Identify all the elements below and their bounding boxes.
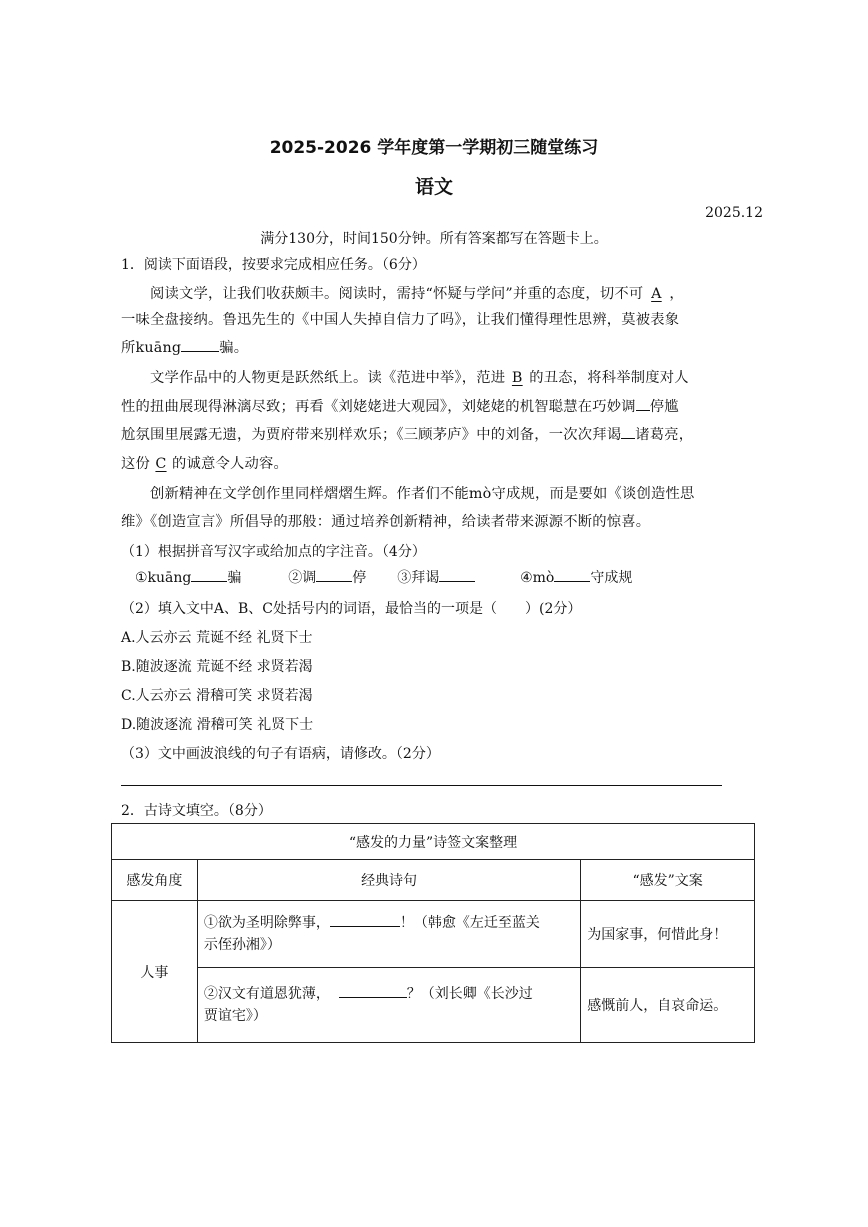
paragraph-3-line-1: 创新精神在文学创作里同样熠熠生辉。作者们不能mò守成规，而是要如《谈创造性思: [150, 486, 695, 502]
exam-note: 满分130分，时间150分钟。所有答案都写在答题卡上。: [260, 231, 608, 247]
verse-cell: ②汉文有道恩犹薄， ？（刘长卿《长沙过 贾谊宅》）: [197, 968, 580, 1043]
paragraph-2-line-2: 性的扭曲展现得淋漓尽致；再看《刘姥姥进大观园》，刘姥姥的机智聪慧在巧妙调 停尴: [121, 396, 679, 416]
table-caption: “感发的力量”诗签文案整理: [112, 824, 755, 860]
paragraph-2-line-1: 文学作品中的人物更是跃然纸上。读《范进中举》，范进B的丑态，将科举制度对人: [150, 370, 689, 386]
question-1-heading: 1．阅读下面语段，按要求完成相应任务。（6分）: [121, 257, 426, 273]
verse-cell: ①欲为圣明除弊事， ！（韩愈《左迁至蓝关 示侄孙湘》）: [197, 901, 580, 968]
paragraph-1-line-1: 阅读文学，让我们收获颇丰。阅读时，需持“怀疑与学问”并重的态度，切不可A，: [150, 286, 684, 302]
paragraph-1-line-2: 一味全盘接纳。鲁迅先生的《中国人失掉自信力了吗》，让我们懂得理性思辨，莫被表象: [121, 312, 680, 328]
option-c: C.人云亦云 滑稽可笑 求贤若渴: [121, 688, 313, 704]
poetry-table: [111, 823, 755, 1043]
paragraph-3-line-2: 维》《创造宣言》所倡导的那般：通过培养创新精神，给读者带来源源不断的惊喜。: [121, 514, 651, 530]
paragraph-1-line-3: 所kuāng 骗。: [121, 337, 248, 357]
paragraph-2-line-3: 尬氛围里展露无遗，为贾府带来别样欢乐；《三顾茅庐》中的刘备，一次次拜谒 诸葛亮，: [121, 424, 693, 444]
subject-title: 语文: [414, 176, 453, 198]
sub-question-2: （2）填入文中A、B、C处括号内的词语，最恰当的一项是（ ）(2分）: [121, 601, 582, 617]
header-angle: 感发角度: [112, 860, 198, 901]
sub-question-1: （1）根据拼音写汉字或给加点的字注音。（4分）: [121, 544, 426, 560]
header-verse: 经典诗句: [197, 860, 580, 901]
exam-date: 2025.12: [705, 205, 763, 221]
question-2-heading: 2．古诗文填空。（8分）: [121, 803, 272, 819]
paragraph-2-line-4: 这份C的诚意令人动容。: [121, 456, 288, 472]
category-cell: 人事: [112, 901, 198, 1043]
option-b: B.随波逐流 荒诞不经 求贤若渴: [121, 659, 313, 675]
sub-question-1-items: ①kuāng 骗 ②调 停 ③拜谒 ④mò 守成规: [135, 567, 632, 587]
option-d: D.随波逐流 滑稽可笑 礼贤下士: [121, 717, 314, 733]
option-a: A.人云亦云 荒诞不经 礼贤下士: [121, 630, 313, 646]
header-copy: “感发”文案: [581, 860, 755, 901]
exam-title: 2025-2026 学年度第一学期初三随堂练习: [269, 138, 599, 158]
copy-cell: 为国家事，何惜此身！: [581, 901, 755, 968]
copy-cell: 感慨前人，自哀命运。: [581, 968, 755, 1043]
answer-line: [121, 785, 722, 786]
sub-question-3: （3）文中画波浪线的句子有语病，请修改。（2分）: [121, 746, 440, 762]
